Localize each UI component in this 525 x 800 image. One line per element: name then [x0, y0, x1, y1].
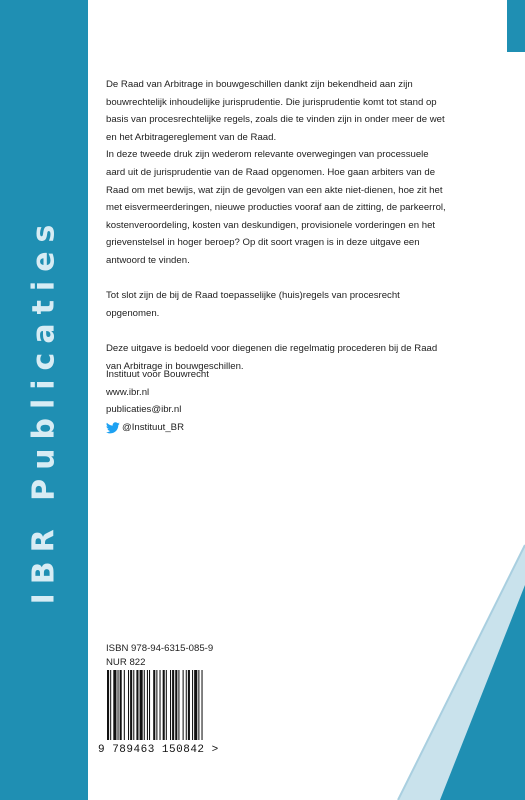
barcode-bar: [172, 670, 174, 740]
barcode-bar: [175, 670, 177, 740]
barcode-bar: [178, 670, 179, 740]
isbn-number: ISBN 978-94-6315-085-9: [106, 643, 214, 654]
left-color-band: [0, 0, 88, 800]
barcode-bar: [130, 670, 132, 740]
description-paragraph-2: In deze tweede druk zijn wederom relevante overwegingen van processuele aard uit de jurisprudentie van de Raad opgenomen. Hoe gaan arbiters van de Raad om met bewijs, wat zijn de gevolgen van een akte niet-dienen, hoe zit het met eisvermeerderingen, nieuwe producties vooraf aan de zitting, de parkeerrol, kostenveroordeling, kosten van deskundigen, provisionele vorderingen en het grievenstelsel in hoger beroep? Op dit soort vragen is in deze uitgave een antwoord te vinden.: [106, 149, 446, 266]
barcode-bar: [113, 670, 116, 740]
barcode-bar: [149, 670, 150, 740]
email-link[interactable]: publicaties@ibr.nl: [106, 404, 182, 416]
barcode-bar: [118, 670, 119, 740]
twitter-bird-icon: [106, 422, 120, 434]
publisher-name: Instituut voor Bouwrecht: [106, 369, 209, 380]
barcode-bar: [153, 670, 155, 740]
isbn-block: [106, 642, 213, 670]
description-paragraph-1: De Raad van Arbitrage in bouwgeschillen dankt zijn bekendheid aan zijn bouwrechtelijk inhoudelijke jurisprudentie. Die jurisprudentie komt tot stand op basis van procesrechtelijke regels, zoals die te vinden zijn in onder meer de wet en het Arbitragereglement van de Raad.: [106, 79, 445, 143]
barcode-bar: [183, 670, 184, 740]
barcode-bar: [198, 670, 199, 740]
barcode-bar: [147, 670, 148, 740]
barcode-digits: 9 789463 150842 >: [98, 744, 219, 756]
nur-code: NUR 822: [106, 657, 146, 668]
top-right-color-band: [507, 0, 525, 52]
barcode-bar: [120, 670, 122, 740]
publisher-contact: [106, 366, 209, 436]
spine-title: IBR Publicaties: [26, 215, 62, 605]
description-text: [106, 76, 446, 375]
description-paragraph-4: Deze uitgave is bedoeld voor diegenen die regelmatig procederen bij de Raad van Arbitrage in bouwgeschillen.: [106, 342, 438, 372]
barcode-bar: [140, 670, 143, 740]
barcode-bar: [160, 670, 161, 740]
twitter-handle: @Instituut_BR: [122, 421, 184, 433]
barcode: [106, 670, 246, 740]
barcode-bar: [128, 670, 129, 740]
barcode-bar: [186, 670, 187, 740]
barcode-bar: [202, 670, 203, 740]
barcode-bar: [144, 670, 145, 740]
barcode-bar: [156, 670, 157, 740]
barcode-bar: [107, 670, 109, 740]
barcode-bar: [192, 670, 193, 740]
barcode-bar: [188, 670, 190, 740]
barcode-bar: [136, 670, 138, 740]
website-link[interactable]: www.ibr.nl: [106, 386, 150, 398]
corner-shadow-line: [398, 545, 525, 800]
barcode-bar: [124, 670, 125, 740]
corner-panel-dark: [440, 585, 525, 800]
barcode-bar: [194, 670, 197, 740]
corner-panel-light: [398, 545, 525, 800]
barcode-bar: [170, 670, 171, 740]
barcode-bar: [133, 670, 134, 740]
twitter-handle-row[interactable]: [106, 419, 209, 437]
barcode-bar: [163, 670, 165, 740]
barcode-bar: [110, 670, 111, 740]
description-paragraph-3: Tot slot zijn de bij de Raad toepasselijke (huis)regels van procesrecht opgenomen.: [106, 290, 400, 319]
barcode-bar: [166, 670, 167, 740]
